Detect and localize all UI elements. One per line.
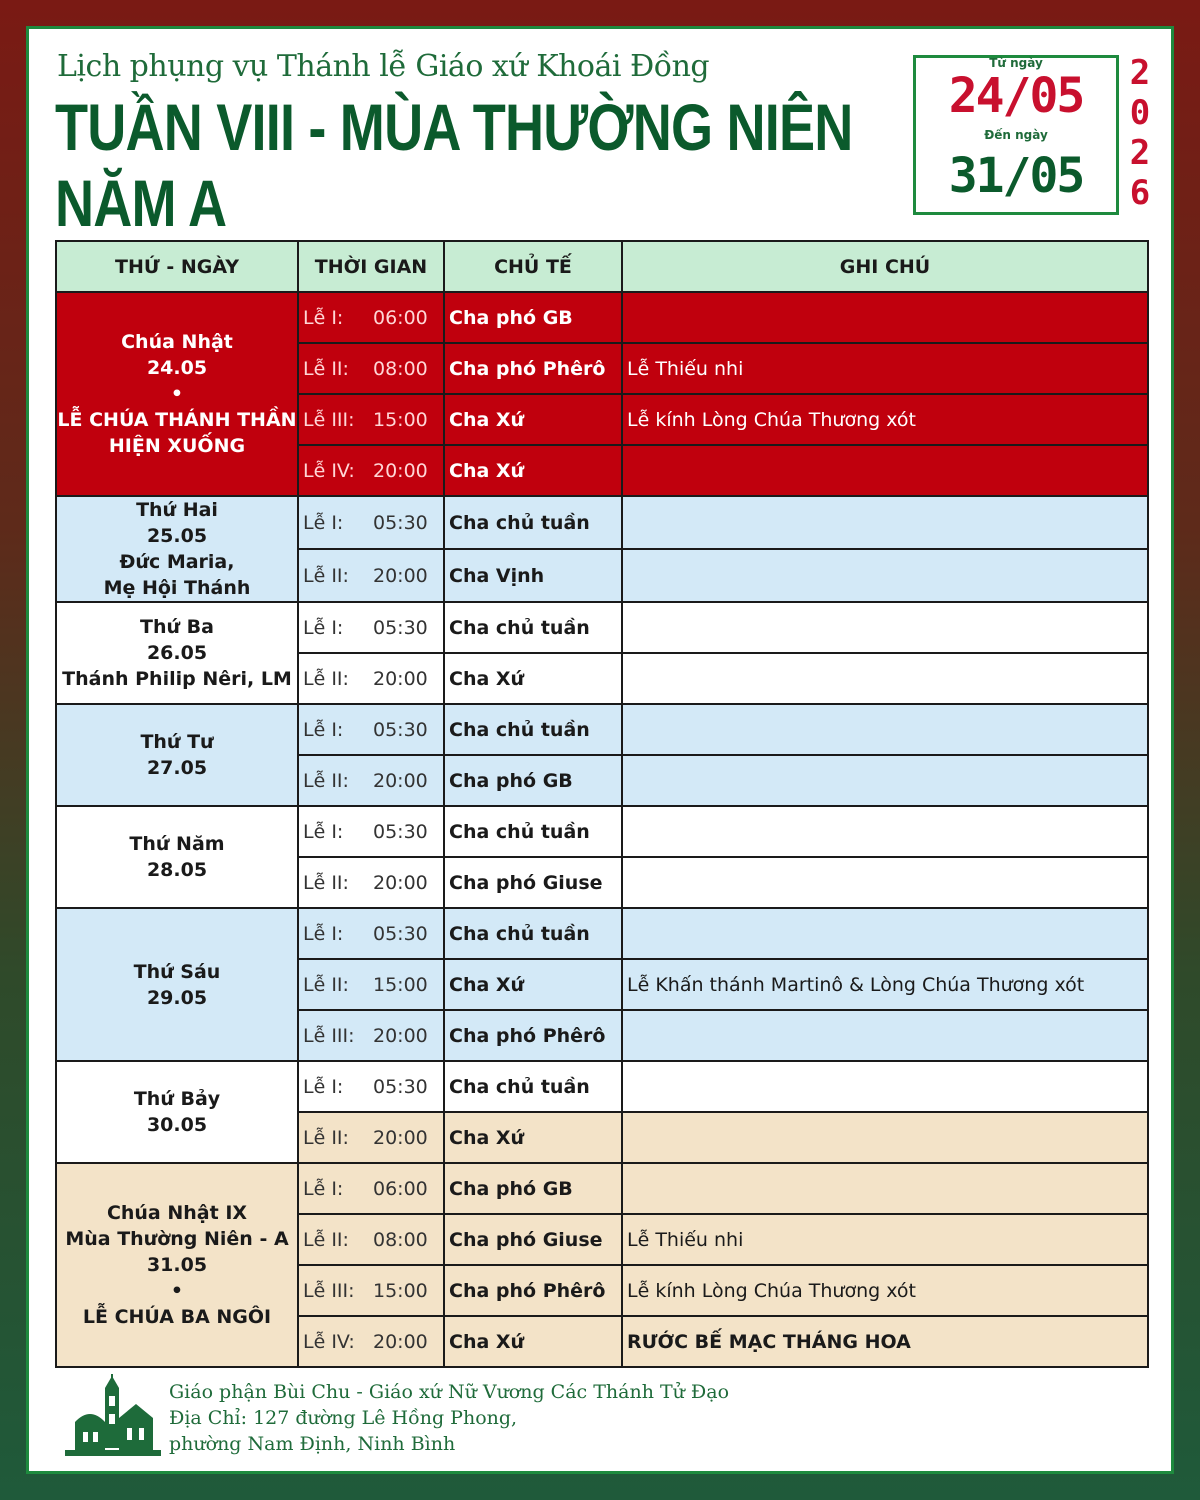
note-cell — [622, 602, 1148, 653]
col-header-time: THỜI GIAN — [298, 241, 444, 292]
mass-number: Lễ II: — [303, 973, 349, 996]
note-cell: RƯỚC BẾ MẠC THÁNG HOA — [622, 1316, 1148, 1367]
mass-time-cell — [298, 1316, 444, 1367]
mass-number: Lễ I: — [303, 616, 344, 639]
day-cell — [56, 602, 298, 704]
mass-time-cell — [298, 549, 444, 602]
mass-time: 15:00 — [373, 1279, 428, 1302]
from-label: Từ ngày — [989, 56, 1043, 70]
note-cell: Lễ kính Lòng Chúa Thương xót — [622, 1265, 1148, 1316]
mass-time: 05:30 — [373, 922, 428, 945]
celebrant-cell: Cha Xứ — [444, 653, 622, 704]
mass-number: Lễ II: — [303, 564, 349, 587]
mass-time-cell — [298, 755, 444, 806]
mass-time-cell — [298, 445, 444, 496]
day-label-line: Thứ Tư — [140, 731, 214, 753]
mass-number: Lễ I: — [303, 718, 344, 741]
note-cell — [622, 857, 1148, 908]
mass-number: Lễ III: — [303, 408, 355, 431]
mass-time-cell — [298, 908, 444, 959]
celebrant-cell: Cha chủ tuần — [444, 908, 622, 959]
mass-number: Lễ IV: — [303, 459, 355, 482]
day-cell — [56, 908, 298, 1061]
day-label-line: 27.05 — [146, 757, 208, 779]
mass-schedule-table — [55, 240, 1149, 1368]
celebrant-cell: Cha phó Giuse — [444, 857, 622, 908]
table-row — [56, 602, 1148, 653]
date-from: 24/05 — [948, 68, 1084, 124]
mass-time-cell — [298, 1214, 444, 1265]
celebrant-cell: Cha chủ tuần — [444, 1061, 622, 1112]
mass-time-cell — [298, 343, 444, 394]
note-cell — [622, 496, 1148, 549]
day-label-line: 26.05 — [146, 642, 208, 664]
day-cell — [56, 292, 298, 496]
mass-time-cell — [298, 1265, 444, 1316]
year-vertical — [1125, 53, 1155, 213]
note-cell: Lễ kính Lòng Chúa Thương xót — [622, 394, 1148, 445]
celebrant-cell: Cha Xứ — [444, 445, 622, 496]
table-row — [56, 908, 1148, 959]
table-row — [56, 292, 1148, 343]
celebrant-cell: Cha phó Giuse — [444, 1214, 622, 1265]
celebrant-cell: Cha chủ tuần — [444, 806, 622, 857]
page-title: TUẦN VIII - MÙA THƯỜNG NIÊN NĂM A — [55, 90, 853, 240]
note-cell — [622, 1010, 1148, 1061]
note-cell — [622, 755, 1148, 806]
footer-line-2: Địa Chỉ: 127 đường Lê Hồng Phong, — [169, 1407, 518, 1429]
mass-time: 20:00 — [373, 769, 428, 792]
mass-number: Lễ I: — [303, 1075, 344, 1098]
table-row — [56, 1163, 1148, 1214]
mass-time: 15:00 — [373, 973, 428, 996]
day-label-line: Thứ Năm — [129, 833, 225, 855]
day-label-line: Thứ Ba — [140, 616, 214, 638]
mass-time-cell — [298, 653, 444, 704]
mass-number: Lễ II: — [303, 667, 349, 690]
mass-time: 08:00 — [373, 1228, 428, 1251]
footer-address — [169, 1379, 729, 1457]
mass-time: 05:30 — [373, 511, 428, 534]
poster-frame — [26, 26, 1174, 1474]
day-label-line: Chúa Nhật IX — [106, 1202, 248, 1224]
mass-number: Lễ II: — [303, 1228, 349, 1251]
mass-number: Lễ I: — [303, 306, 344, 329]
mass-time-cell — [298, 1061, 444, 1112]
mass-number: Lễ III: — [303, 1279, 355, 1302]
date-to: 31/05 — [948, 148, 1084, 204]
page-subtitle: Lịch phụng vụ Thánh lễ Giáo xứ Khoái Đồng — [57, 49, 710, 84]
mass-number: Lễ II: — [303, 769, 349, 792]
mass-time: 08:00 — [373, 357, 428, 380]
day-label-line: Đức Maria, — [119, 551, 235, 573]
celebrant-cell: Cha Xứ — [444, 394, 622, 445]
table-row — [56, 704, 1148, 755]
note-cell — [622, 292, 1148, 343]
note-cell: Lễ Thiếu nhi — [622, 343, 1148, 394]
mass-time-cell — [298, 1163, 444, 1214]
day-label-line: • — [170, 383, 184, 405]
year-digit: 6 — [1129, 173, 1151, 213]
celebrant-cell: Cha chủ tuần — [444, 704, 622, 755]
day-label-line: 25.05 — [146, 525, 208, 547]
mass-time-cell — [298, 292, 444, 343]
year-digit: 0 — [1129, 93, 1151, 133]
day-cell — [56, 1061, 298, 1163]
mass-time: 06:00 — [373, 1177, 428, 1200]
mass-number: Lễ II: — [303, 1126, 349, 1149]
day-label-line: 29.05 — [146, 986, 208, 1009]
note-cell — [622, 653, 1148, 704]
mass-time: 20:00 — [373, 1126, 428, 1149]
mass-time-cell — [298, 704, 444, 755]
day-label-line: 28.05 — [146, 859, 208, 881]
footer-line-1: Giáo phận Bùi Chu - Giáo xứ Nữ Vương Các Thánh Tử Đạo — [169, 1381, 730, 1403]
celebrant-cell: Cha chủ tuần — [444, 496, 622, 549]
day-cell — [56, 704, 298, 806]
date-range-box — [913, 55, 1119, 215]
day-label-line: Thứ Bảy — [133, 1088, 221, 1110]
day-cell — [56, 806, 298, 908]
mass-number: Lễ I: — [303, 922, 344, 945]
celebrant-cell: Cha chủ tuần — [444, 602, 622, 653]
day-label-line: Mùa Thường Niên - A — [65, 1228, 289, 1250]
day-label-line: 31.05 — [146, 1254, 208, 1276]
col-header-note: GHI CHÚ — [622, 241, 1148, 292]
note-cell — [622, 549, 1148, 602]
mass-number: Lễ I: — [303, 820, 344, 843]
mass-time: 05:30 — [373, 1075, 428, 1098]
mass-number: Lễ III: — [303, 1024, 355, 1047]
day-label-line: HIỆN XUỐNG — [108, 435, 246, 457]
day-label-line: Thứ Hai — [136, 499, 218, 521]
mass-time-cell — [298, 959, 444, 1010]
mass-time: 20:00 — [373, 564, 428, 587]
mass-time: 15:00 — [373, 408, 428, 431]
celebrant-cell: Cha phó Phêrô — [444, 1010, 622, 1061]
mass-time-cell — [298, 1010, 444, 1061]
celebrant-cell: Cha Vịnh — [444, 549, 622, 602]
mass-time: 20:00 — [373, 459, 428, 482]
mass-number: Lễ I: — [303, 511, 344, 534]
mass-time-cell — [298, 496, 444, 549]
day-label-line: 24.05 — [146, 357, 208, 379]
mass-time-cell — [298, 602, 444, 653]
celebrant-cell: Cha phó GB — [444, 292, 622, 343]
mass-time-cell — [298, 857, 444, 908]
note-cell — [622, 1061, 1148, 1112]
mass-time-cell — [298, 806, 444, 857]
mass-time: 05:30 — [373, 616, 428, 639]
note-cell — [622, 1163, 1148, 1214]
table-row — [56, 806, 1148, 857]
mass-time: 20:00 — [373, 1330, 428, 1353]
note-cell — [622, 806, 1148, 857]
mass-time: 20:00 — [373, 667, 428, 690]
schedule-body — [56, 292, 1148, 1367]
celebrant-cell: Cha phó Phêrô — [444, 343, 622, 394]
celebrant-cell: Cha Xứ — [444, 959, 622, 1010]
day-label-line: Thứ Sáu — [133, 960, 221, 983]
day-label-line: Mẹ Hội Thánh — [103, 577, 251, 599]
mass-time: 06:00 — [373, 306, 428, 329]
mass-time: 20:00 — [373, 1024, 428, 1047]
table-row — [56, 496, 1148, 549]
day-label-line: • — [170, 1280, 184, 1302]
day-label-line: LỄ CHÚA BA NGÔI — [82, 1306, 272, 1328]
year-digit: 2 — [1129, 53, 1151, 93]
mass-time-cell — [298, 394, 444, 445]
note-cell — [622, 908, 1148, 959]
to-label: Đến ngày — [984, 128, 1048, 142]
note-cell: Lễ Thiếu nhi — [622, 1214, 1148, 1265]
footer-line-3: phường Nam Định, Ninh Bình — [169, 1433, 456, 1455]
year-digit: 2 — [1129, 133, 1151, 173]
day-label-line: Thánh Philip Nêri, LM — [62, 668, 292, 690]
col-header-celebrant: CHỦ TẾ — [444, 241, 622, 292]
celebrant-cell: Cha Xứ — [444, 1316, 622, 1367]
day-label-line: Chúa Nhật — [121, 331, 233, 353]
mass-time: 05:30 — [373, 820, 428, 843]
mass-time: 05:30 — [373, 718, 428, 741]
mass-number: Lễ II: — [303, 357, 349, 380]
day-label-line: LỄ CHÚA THÁNH THẦN — [57, 409, 297, 431]
celebrant-cell: Cha phó GB — [444, 755, 622, 806]
note-cell — [622, 1112, 1148, 1163]
celebrant-cell: Cha phó GB — [444, 1163, 622, 1214]
table-row — [56, 1061, 1148, 1112]
mass-number: Lễ I: — [303, 1177, 344, 1200]
church-icon — [65, 1374, 161, 1464]
col-header-day: THỨ - NGÀY — [56, 241, 298, 292]
mass-number: Lễ II: — [303, 871, 349, 894]
note-cell — [622, 704, 1148, 755]
note-cell: Lễ Khấn thánh Martinô & Lòng Chúa Thương xót — [622, 959, 1148, 1010]
celebrant-cell: Cha phó Phêrô — [444, 1265, 622, 1316]
table-header-row — [56, 241, 1148, 292]
mass-time: 20:00 — [373, 871, 428, 894]
day-cell — [56, 1163, 298, 1367]
mass-number: Lễ IV: — [303, 1330, 355, 1353]
day-cell — [56, 496, 298, 602]
day-label-line: 30.05 — [146, 1114, 208, 1136]
note-cell — [622, 445, 1148, 496]
celebrant-cell: Cha Xứ — [444, 1112, 622, 1163]
mass-time-cell — [298, 1112, 444, 1163]
